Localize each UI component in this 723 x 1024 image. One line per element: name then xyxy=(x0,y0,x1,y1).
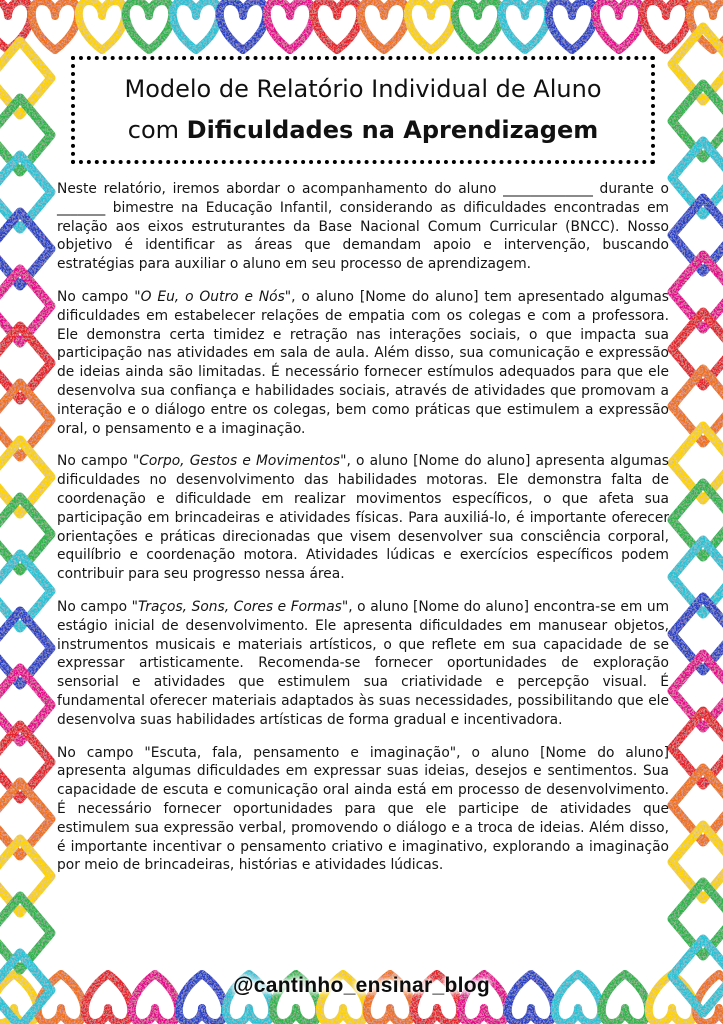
text-segment: No campo " xyxy=(57,598,138,615)
text-segment: No campo " xyxy=(57,288,141,305)
report-paragraph xyxy=(57,452,669,584)
report-paragraph xyxy=(57,288,669,438)
report-paragraph xyxy=(57,180,669,274)
report-paragraphs xyxy=(57,180,669,875)
report-paragraph xyxy=(57,598,669,730)
title-box xyxy=(71,56,655,164)
text-segment: No campo "Escuta, fala, pensamento e imaginação", o aluno [Nome do aluno] apresenta algumas dificuldades em expressar suas ideias, desejos e sentimentos. Sua capacidade de escuta e comunicação oral ainda está em processo de desenvolvimento. É necessário fornecer oportunidades para que ele participe de atividades que estimulem sua expressão verbal, promovendo o diálogo e a troca de ideias. Além disso, é importante incentivar o pensamento criativo e imaginativo, explorando a imaginação por meio de brincadeiras, histórias e atividades lúdicas. xyxy=(57,744,669,874)
document-title-line1: Modelo de Relatório Individual de Aluno xyxy=(124,75,602,103)
text-segment: ", o aluno [Nome do aluno] encontra-se em um estágio inicial de desenvolvimento. Ele apresenta dificuldades em manusear objetos, instrumentos musicais e materiais artísticos, o que reflete em sua capacidade de se expressar artisticamente. Recomenda-se fornecer oportunidades de exploração sensorial e atividades que estimulem sua criatividade e percepção visual. É fundamental oferecer materiais adaptados às suas necessidades, possibilitando que ele desenvolva suas habilidades artísticas de forma gradual e incentivadora. xyxy=(57,598,670,728)
report-paragraph xyxy=(57,744,669,876)
text-segment: ", o aluno [Nome do aluno] tem apresentado algumas dificuldades em estabelecer relações de empatia com os colegas e com a professora. Ele demonstra certa timidez e retração nas interações sociais, o que impacta sua participação nas atividades em sala de aula. Além disso, sua comunicação e expressão de ideias ainda são limitadas. É necessário fornecer estímulos adequados para que ele desenvolva sua confiança e habilidades sociais, através de atividades que promovam a interação e o diálogo entre os colegas, bem como práticas que estimulem a expressão oral, o pensamento e a imaginação. xyxy=(57,288,669,437)
content-area xyxy=(57,56,669,889)
text-segment: Traços, Sons, Cores e Formas xyxy=(137,598,342,615)
text-segment: Neste relatório, iremos abordar o acompanhamento do aluno _____________ durante o _______ bimestre na Educação Infantil, considerando as dificuldades encontradas em relação aos eixos estruturantes da Base Nacional Comum Curricular (BNCC). Nosso objetivo é identificar as áreas que demandam apoio e intervenção, buscando estratégias para auxiliar o aluno em seu processo de aprendizagem. xyxy=(57,181,669,273)
document-title-line2 xyxy=(81,110,645,151)
title-line2-normal: com xyxy=(127,116,187,144)
text-segment: No campo " xyxy=(57,453,140,470)
footer-credit: @cantinho_ensinar_blog xyxy=(233,974,490,997)
text-segment: ", o aluno [Nome do aluno] apresenta algumas dificuldades no desenvolvimento das habilidades motoras. Ele demonstra falta de coordenação e dificuldade em realizar movimentos específicos, o que afeta sua participação em brincadeiras e atividades físicas. Para auxiliá-lo, é importante oferecer orientações e práticas direcionadas que visem desenvolver sua consciência corporal, equilíbrio e coordenação motora. Atividades lúdicas e exercícios específicos podem contribuir para seu progresso nessa área. xyxy=(57,453,669,583)
title-line2-bold: Dificuldades na Aprendizagem xyxy=(186,116,599,144)
text-segment: Corpo, Gestos e Movimentos xyxy=(139,453,341,470)
text-segment: O Eu, o Outro e Nós xyxy=(140,288,285,305)
